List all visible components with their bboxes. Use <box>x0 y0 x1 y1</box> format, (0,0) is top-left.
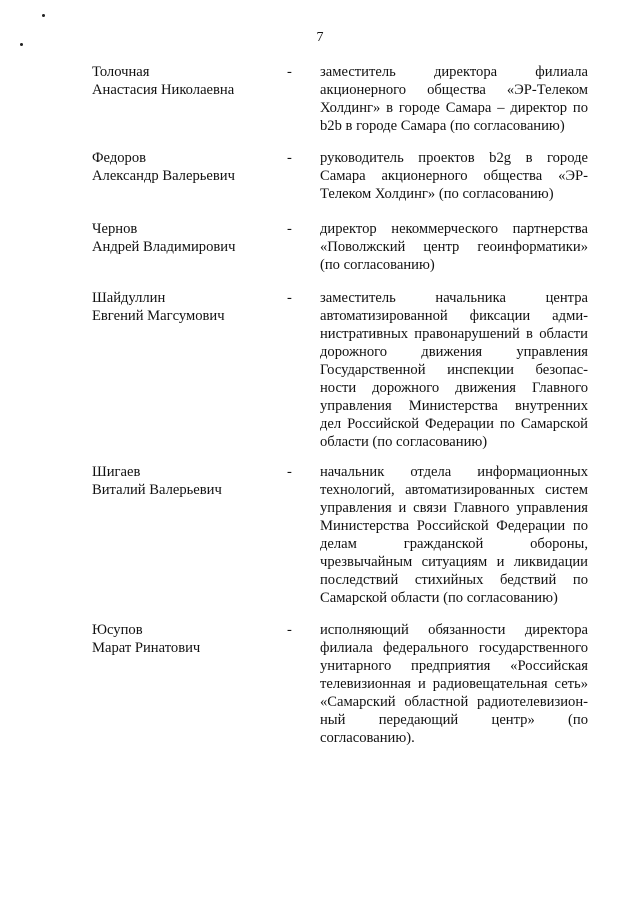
page-number: 7 <box>316 30 324 45</box>
member-name <box>92 149 282 185</box>
member-surname: Шигаев <box>92 464 141 480</box>
separator-dash: - <box>287 464 292 480</box>
position-line: унитарного предприятия «Российская <box>320 658 588 674</box>
position-line: начальник отдела информационных <box>320 464 588 480</box>
member-name <box>92 220 282 256</box>
position-line: автоматизированной фиксации адми- <box>320 308 588 324</box>
position-line: «Поволжский центр геоинформатики» <box>320 239 588 255</box>
position-line: Холдинг» в городе Самара – директор по <box>320 100 588 116</box>
member-name <box>92 621 282 657</box>
position-line: заместитель начальника центра <box>320 290 588 306</box>
member-name <box>92 463 282 499</box>
position-line: (по согласованию) <box>320 257 435 273</box>
member-position <box>320 621 588 747</box>
position-line: управления и связи Главного управления <box>320 500 588 516</box>
position-line: директор некоммерческого партнерства <box>320 221 588 237</box>
position-line: дел Российской Федерации по Самарской <box>320 416 588 432</box>
separator-dash: - <box>287 221 292 237</box>
position-line: телевизионная и радиовещательная сеть» <box>320 676 588 692</box>
separator-dash: - <box>287 150 292 166</box>
position-line: «Самарский областной радиотелевизион- <box>320 694 588 710</box>
separator-dash: - <box>287 64 292 80</box>
position-line: заместитель директора филиала <box>320 64 588 80</box>
separator-dash: - <box>287 622 292 638</box>
member-surname: Толочная <box>92 64 150 80</box>
scan-speck <box>42 14 45 17</box>
position-line: ный передающий центр» (по <box>320 712 588 728</box>
member-position <box>320 220 588 274</box>
position-line: Самара акционерного общества «ЭР- <box>320 168 588 184</box>
position-line: b2b в городе Самара (по согласованию) <box>320 118 565 134</box>
member-given-names: Виталий Валерьевич <box>92 482 222 498</box>
member-given-names: Андрей Владимирович <box>92 239 236 255</box>
position-line: чрезвычайным ситуациям и ликвидации <box>320 554 588 570</box>
position-line: области (по согласованию) <box>320 434 488 450</box>
position-line: управления Министерства внутренних <box>320 398 588 414</box>
member-name <box>92 63 282 99</box>
member-surname: Чернов <box>92 221 138 237</box>
position-line: акционерного общества «ЭР-Телеком <box>320 82 588 98</box>
position-line: нистративных правонарушений в области <box>320 326 588 342</box>
member-position <box>320 289 588 451</box>
member-given-names: Анастасия Николаевна <box>92 82 235 98</box>
position-line: Государственной инспекции безопас- <box>320 362 588 378</box>
member-surname: Юсупов <box>92 622 143 638</box>
position-line: филиала федерального государственного <box>320 640 588 656</box>
position-line: согласованию). <box>320 730 415 746</box>
member-position <box>320 63 588 135</box>
member-name <box>92 289 282 325</box>
member-surname: Федоров <box>92 150 147 166</box>
member-given-names: Евгений Магсумович <box>92 308 225 324</box>
member-position <box>320 149 588 203</box>
position-line: Самарской области (по согласованию) <box>320 590 558 606</box>
member-position <box>320 463 588 607</box>
position-line: руководитель проектов b2g в городе <box>320 150 588 166</box>
separator-dash: - <box>287 290 292 306</box>
position-line: делам гражданской обороны, <box>320 536 588 552</box>
member-surname: Шайдуллин <box>92 290 166 306</box>
member-given-names: Александр Валерьевич <box>92 168 235 184</box>
position-line: последствий стихийных бедствий по <box>320 572 588 588</box>
position-line: Телеком Холдинг» (по согласованию) <box>320 186 554 202</box>
position-line: Министерства Российской Федерации по <box>320 518 588 534</box>
position-line: исполняющий обязанности директора <box>320 622 588 638</box>
position-line: дорожного движения управления <box>320 344 588 360</box>
position-line: технологий, автоматизированных систем <box>320 482 588 498</box>
member-given-names: Марат Ринатович <box>92 640 201 656</box>
position-line: ности дорожного движения Главного <box>320 380 588 396</box>
